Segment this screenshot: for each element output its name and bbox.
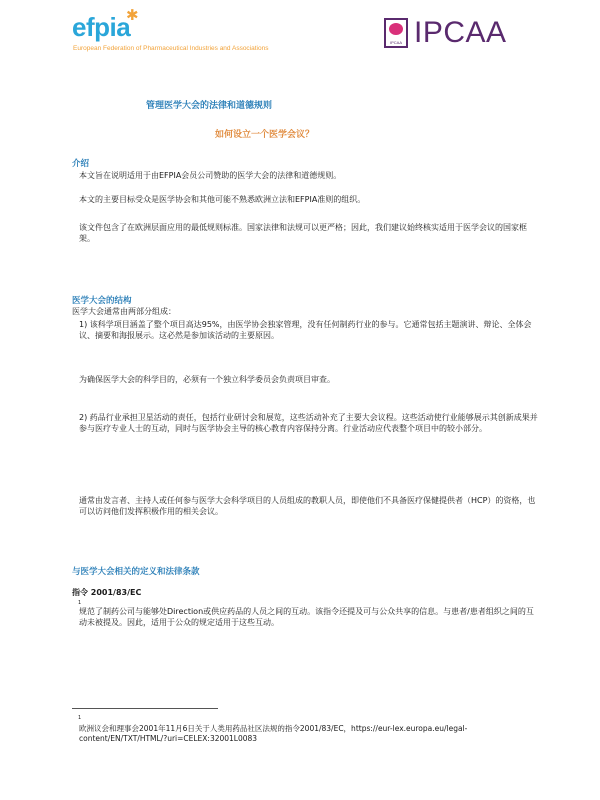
ipcaa-badge-icon xyxy=(384,18,408,48)
structure-lead: 医学大会通常由两部分组成： xyxy=(72,307,176,316)
structure-committee: 为确保医学大会的科学目的，必须有一个独立科学委员会负责项目审查。 xyxy=(79,375,335,384)
structure-item-1: 1) 该科学项目涵盖了整个项目高达95%，由医学协会独家管理，没有任何制药行业的参与。它通常包括主题演讲、辩论、全体会议、摘要和海报展示。这必然是参加该活动的主要原因。 xyxy=(79,320,532,340)
efpia-logo xyxy=(72,6,272,64)
intro-paragraph-1: 本文旨在说明适用于由EFPIA会员公司赞助的医学大会的法律和道德规则。 xyxy=(79,171,342,180)
directive-title: 指令 2001/83/EC xyxy=(72,588,142,597)
efpia-wordmark: efpia xyxy=(72,12,131,42)
directive-text: 规范了制药公司与能够处Direction或供应药品的人员之间的互动。该指令还提及可与公众共享的信息。与患者/患者组织之间的互动未被提及。因此，适用于公众的规定适用于这些互动。 xyxy=(79,607,534,627)
definitions-heading: 与医学大会相关的定义和法律条款 xyxy=(72,567,200,577)
ipcaa-badge-label: IPCAA xyxy=(389,40,402,45)
page-subtitle: 如何设立一个医学会议？ xyxy=(215,130,315,140)
footnote-reference: 1 xyxy=(78,600,82,606)
footnote-divider xyxy=(72,708,218,709)
structure-item-2: 2) 药品行业承担卫星活动的责任，包括行业研讨会和展览，这些活动补充了主要大会议程。这些活动使行业能够展示其创新成果并参与医疗专业人士的互动，同时与医学协会主导的核心教育内容保持分离。行业活动应代表整个项目中的较小部分。 xyxy=(79,413,538,433)
structure-heading: 医学大会的结构 xyxy=(72,296,132,306)
ipcaa-logo xyxy=(384,18,554,52)
structure-faculty: 通常由发言者、主持人或任何参与医学大会科学项目的人员组成的教职人员，即使他们不具备医疗保健提供者（HCP）的资格，也可以访问他们发挥积极作用的相关会议。 xyxy=(79,496,536,516)
footnote-text: 欧洲议会和理事会2001年11月6日关于人类用药品社区法规的指令2001/83/EC，https://eur-lex.europa.eu/legal-content/EN/TXT/HTML/?uri=CELEX:32001L0083 xyxy=(79,724,468,743)
intro-paragraph-2: 本文的主要目标受众是医学协会和其他可能不熟悉欧洲立法和EFPIA准则的组织。 xyxy=(79,195,366,204)
page-title: 管理医学大会的法律和道德规则 xyxy=(146,101,273,111)
ipcaa-wordmark: IPCAA xyxy=(414,16,507,49)
intro-heading: 介绍 xyxy=(72,159,90,169)
efpia-star-icon: ✱ xyxy=(126,6,139,24)
footnote-mark: 1 xyxy=(78,715,82,721)
efpia-subtitle: European Federation of Pharmaceutical Industries and Associations xyxy=(73,45,269,52)
intro-paragraph-3: 该文件包含了在欧洲层面应用的最低规则标准。国家法律和法规可以更严格；因此，我们建议始终核实适用于医学会议的国家框架。 xyxy=(79,223,527,243)
